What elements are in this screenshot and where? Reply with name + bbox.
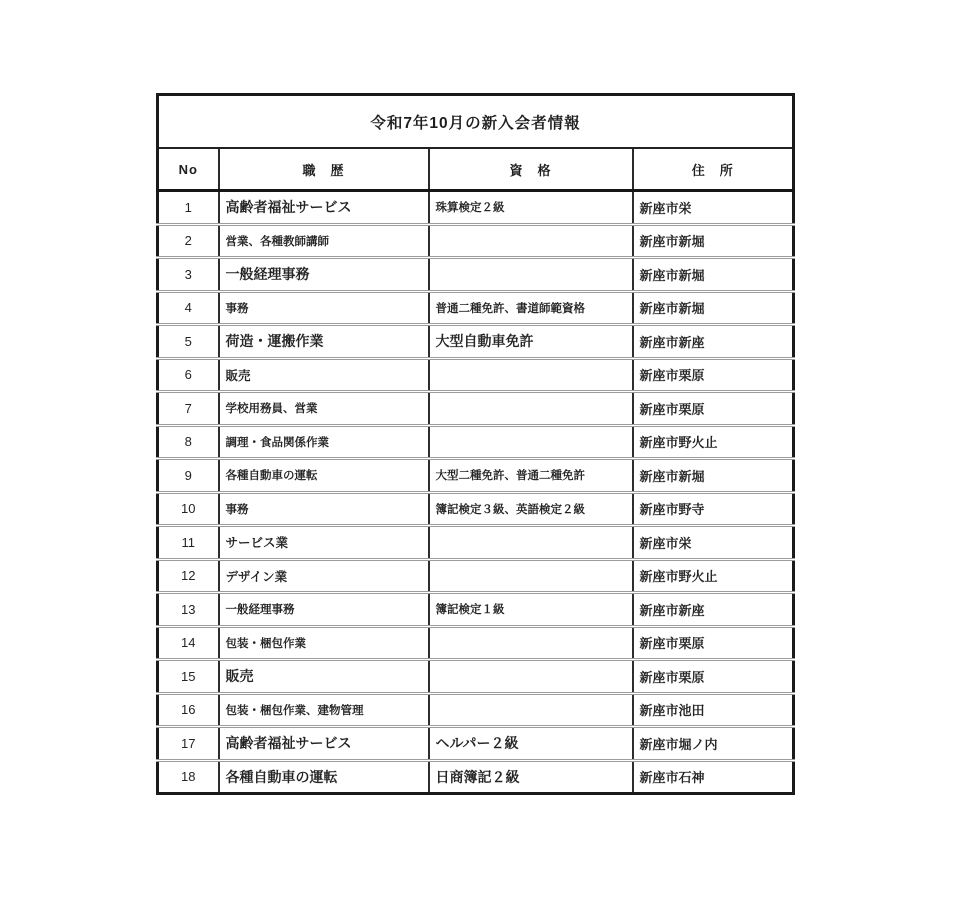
cell-job: 調理・食品関係作業 [219, 425, 429, 459]
cell-no: 16 [158, 693, 219, 727]
table-row [158, 392, 794, 426]
header-qual: 資 格 [429, 148, 633, 191]
cell-qual: 珠算検定２級 [429, 191, 633, 225]
cell-qual [429, 425, 633, 459]
cell-addr: 新座市新堀 [633, 291, 794, 325]
cell-job: 事務 [219, 492, 429, 526]
header-addr: 住 所 [633, 148, 794, 191]
cell-qual: 簿記検定３級、英語検定２級 [429, 492, 633, 526]
cell-no: 8 [158, 425, 219, 459]
cell-no: 17 [158, 727, 219, 761]
cell-addr: 新座市栗原 [633, 626, 794, 660]
cell-addr: 新座市新堀 [633, 258, 794, 292]
cell-job: 事務 [219, 291, 429, 325]
cell-job: 一般経理事務 [219, 593, 429, 627]
table-row [158, 593, 794, 627]
cell-addr: 新座市栄 [633, 191, 794, 225]
cell-no: 13 [158, 593, 219, 627]
cell-job: 高齢者福祉サービス [219, 191, 429, 225]
members-table-sheet [156, 93, 792, 795]
cell-addr: 新座市野火止 [633, 559, 794, 593]
cell-no: 7 [158, 392, 219, 426]
cell-no: 14 [158, 626, 219, 660]
cell-addr: 新座市堀ノ内 [633, 727, 794, 761]
cell-no: 15 [158, 660, 219, 694]
cell-addr: 新座市栄 [633, 526, 794, 560]
cell-job: 販売 [219, 358, 429, 392]
table-row [158, 425, 794, 459]
cell-job: サービス業 [219, 526, 429, 560]
cell-job: 荷造・運搬作業 [219, 325, 429, 359]
cell-qual: 大型自動車免許 [429, 325, 633, 359]
cell-qual [429, 559, 633, 593]
table-row [158, 291, 794, 325]
cell-no: 2 [158, 224, 219, 258]
header-no: No [158, 148, 219, 191]
cell-job: 学校用務員、営業 [219, 392, 429, 426]
table-row [158, 325, 794, 359]
table-row [158, 526, 794, 560]
table-row [158, 559, 794, 593]
cell-job: 営業、各種教師講師 [219, 224, 429, 258]
cell-no: 5 [158, 325, 219, 359]
cell-addr: 新座市栗原 [633, 392, 794, 426]
table-row [158, 660, 794, 694]
cell-qual [429, 693, 633, 727]
cell-qual: 日商簿記２級 [429, 760, 633, 794]
cell-job: 一般経理事務 [219, 258, 429, 292]
cell-no: 9 [158, 459, 219, 493]
cell-no: 18 [158, 760, 219, 794]
page-title: 令和7年10月の新入会者情報 [158, 95, 794, 149]
cell-no: 4 [158, 291, 219, 325]
cell-no: 1 [184, 199, 192, 215]
table-row [158, 258, 794, 292]
cell-job: 各種自動車の運転 [219, 760, 429, 794]
cell-addr: 新座市栗原 [633, 660, 794, 694]
table-row [158, 224, 794, 258]
cell-qual [429, 258, 633, 292]
cell-job: 各種自動車の運転 [219, 459, 429, 493]
table-row [158, 727, 794, 761]
cell-qual: 簿記検定１級 [429, 593, 633, 627]
table-row [158, 459, 794, 493]
cell-qual: ヘルパー２級 [429, 727, 633, 761]
header-job: 職 歴 [219, 148, 429, 191]
cell-no: 3 [158, 258, 219, 292]
cell-addr: 新座市栗原 [633, 358, 794, 392]
cell-job: デザイン業 [219, 559, 429, 593]
cell-job: 包装・梱包作業 [219, 626, 429, 660]
cell-qual [429, 660, 633, 694]
cell-no: 12 [158, 559, 219, 593]
cell-qual [429, 526, 633, 560]
cell-addr: 新座市新堀 [633, 224, 794, 258]
table-row [158, 492, 794, 526]
cell-addr: 新座市野火止 [633, 425, 794, 459]
cell-addr: 新座市池田 [633, 693, 794, 727]
cell-addr: 新座市新座 [633, 325, 794, 359]
cell-qual: 大型二種免許、普通二種免許 [429, 459, 633, 493]
cell-qual [429, 224, 633, 258]
table-row [158, 626, 794, 660]
table-row [158, 760, 794, 794]
cell-job: 包装・梱包作業、建物管理 [219, 693, 429, 727]
cell-no: 11 [158, 526, 219, 560]
cell-qual: 普通二種免許、書道師範資格 [429, 291, 633, 325]
cell-addr: 新座市石神 [633, 760, 794, 794]
cell-addr: 新座市新座 [633, 593, 794, 627]
cell-addr: 新座市新堀 [633, 459, 794, 493]
table-row [158, 358, 794, 392]
table-body [158, 191, 794, 794]
table-title-row [158, 95, 794, 149]
cell-job: 高齢者福祉サービス [219, 727, 429, 761]
cell-job: 販売 [219, 660, 429, 694]
table-row [158, 693, 794, 727]
new-members-table [156, 93, 795, 795]
table-header-row [158, 148, 794, 191]
cell-addr: 新座市野寺 [633, 492, 794, 526]
cell-no: 6 [158, 358, 219, 392]
cell-qual [429, 392, 633, 426]
cell-qual [429, 358, 633, 392]
table-row [158, 191, 794, 225]
cell-qual [429, 626, 633, 660]
cell-no: 10 [158, 492, 219, 526]
